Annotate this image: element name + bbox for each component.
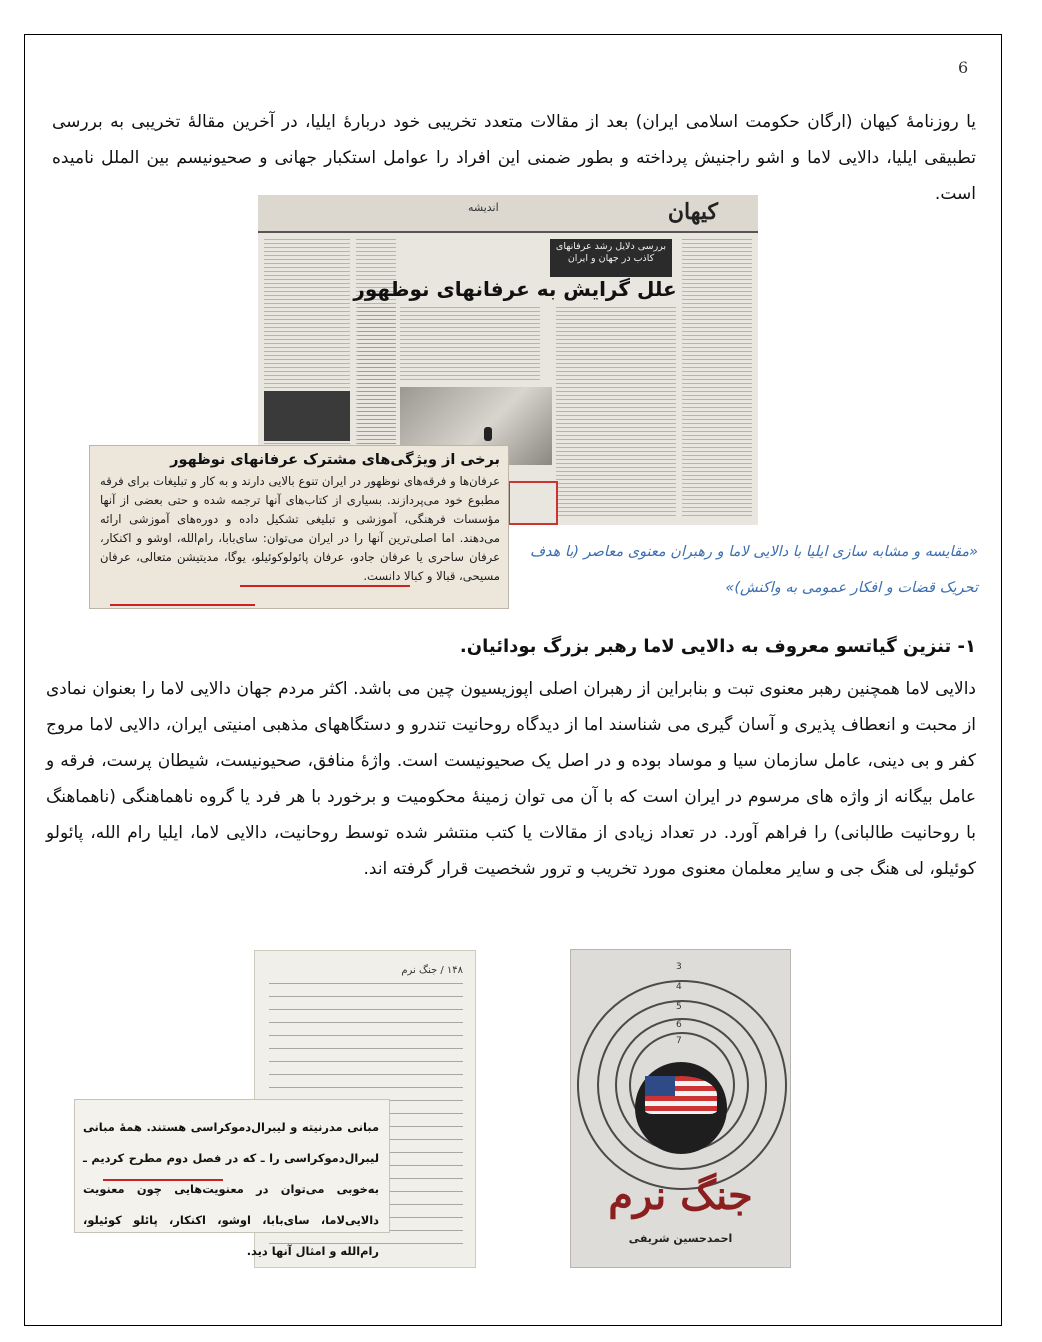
red-underline (103, 1179, 223, 1181)
book-author: احمدحسین شریفی (628, 1232, 733, 1245)
paragraph-1: یا روزنامهٔ کیهان (ارگان حکومت اسلامی ایران) بعد از مقالات متعدد تخریبی خود دربارهٔ ایلیا، در آخرین مقالهٔ تخریبی به بررسی تطبیقی ایلیا، دالایی لاما و اشو راجنیش پرداخته و بطور ضمنی این افراد را عوامل استکبار جهانی و صحیونیسم بین الملل نامیده است. (52, 112, 976, 204)
ring-number: 3 (676, 962, 682, 972)
paragraph-2: دالایی لاما همچنین رهبر معنوی تبت و بنابراین از رهبران اصلی اپوزیسیون چین می باشد. اکثر مردم جهان دالایی لاما را بعنوان نمادی از محبت و انعطاف پذیری و آسان گیری می شناسند اما از دیدگاه روحانیت تندرو و دستگاههای مذهبی امنیتی ایران، دالایی لاما مروج کفر و بی دینی، عامل سازمان سیا و موساد بوده و در اصل یک صحیونیست است. واژهٔ منافق، صحیونیست، شیطان پرست، فرقه و عامل بیگانه از واژه های مرسوم در ایران است که با آن می توان زمینهٔ محکومیت و برخورد با هر فرد یا گروه ناهماهنگی (ناهماهنگ با روحانیت طالبانی) را فراهم آورد. در تعداد زیادی از مقالات یا کتب منتشر شده توسط روحانیت، دالایی لاما، ایلیا رام الله، پائولو کوئیلو، لی هنگ جی و سایر معلمان معنوی مورد تخریب و ترور شخصیت قرار گرفته اند. (46, 679, 976, 879)
ring-number: 5 (676, 1002, 682, 1012)
section-heading: ۱- تنزین گیاتسو معروف به دالایی لاما رهبر بزرگ بودائیان. (459, 636, 976, 657)
newspaper-dark-box (264, 391, 350, 441)
book-excerpt-inset (74, 1099, 390, 1258)
red-underline (240, 585, 410, 587)
image-caption: «مقایسه و مشابه سازی ایلیا با دالایی لاما و رهبران معنوی معاصر (با هدف تحریک قضات و افکار عمومی به واکنش)» (530, 544, 978, 596)
flag-graphic (645, 1076, 717, 1114)
newspaper-masthead (258, 195, 758, 233)
newspaper-column (556, 307, 676, 517)
newspaper-logo: کیهان (667, 199, 718, 225)
highlight-box (508, 481, 558, 525)
book-title: جنگ نرم (608, 1172, 753, 1219)
excerpt-title: برخی از ویژگی‌های مشترک عرفانهای نوظهور (170, 452, 500, 468)
newspaper-column (682, 239, 752, 519)
page-number: 6 (958, 58, 969, 77)
ring-number: 6 (676, 1020, 682, 1030)
book-page-header: ۱۴۸ / جنگ نرم (401, 965, 463, 976)
book-excerpt-body: مبانی مدرنیته و لیبرال‌دموکراسی هستند. همهٔ مبانی لیبرال‌دموکراسی را ـ که در فصل دوم مطرح کردیم ـ به‌خوبی می‌توان در معنویت‌هایی چون معنویت دالایی‌لاما، سای‌بابا، اوشو، اکنکار، پائلو کوئیلو، رام‌الله و امثال آنها دید. (83, 1120, 379, 1258)
newspaper-excerpt-inset (89, 445, 509, 609)
newspaper-section: اندیشه (468, 201, 499, 214)
red-underline (110, 604, 255, 606)
newspaper-kicker: بررسی دلایل رشد عرفانهای کاذب در جهان و ایران (550, 239, 672, 277)
ring-number: 4 (676, 982, 682, 992)
newspaper-column (400, 307, 540, 383)
newspaper-headline: علل گرایش به عرفانهای نوظهور (353, 277, 677, 301)
cover-emblem (635, 1062, 727, 1154)
excerpt-body: عرفان‌ها و فرقه‌های نوظهور در ایران تنوع بالایی دارند و به کار و تبلیغات برای فرقه مطبوع خود می‌پردازند. بسیاری از کتاب‌های آنها ترجمه شده و حتی بعضی از آنها مؤسسات فرهنگی، آموزشی و تبلیغی تشکیل داده و دوره‌های آموزشی ارائه می‌دهند. اما اصلی‌ترین آنها را در ایران می‌توان: سای‌بابا، رام‌الله، اوشو و اکنکار، عرفان ساحری یا عرفان جادو، عرفان پائولوکوئیلو، یوگا، مدیتیشن متعالی، عرفان مسیحی، قبالا و کبالا دانست. (100, 474, 500, 583)
ring-number: 7 (676, 1036, 682, 1046)
book-cover-image (570, 949, 791, 1268)
